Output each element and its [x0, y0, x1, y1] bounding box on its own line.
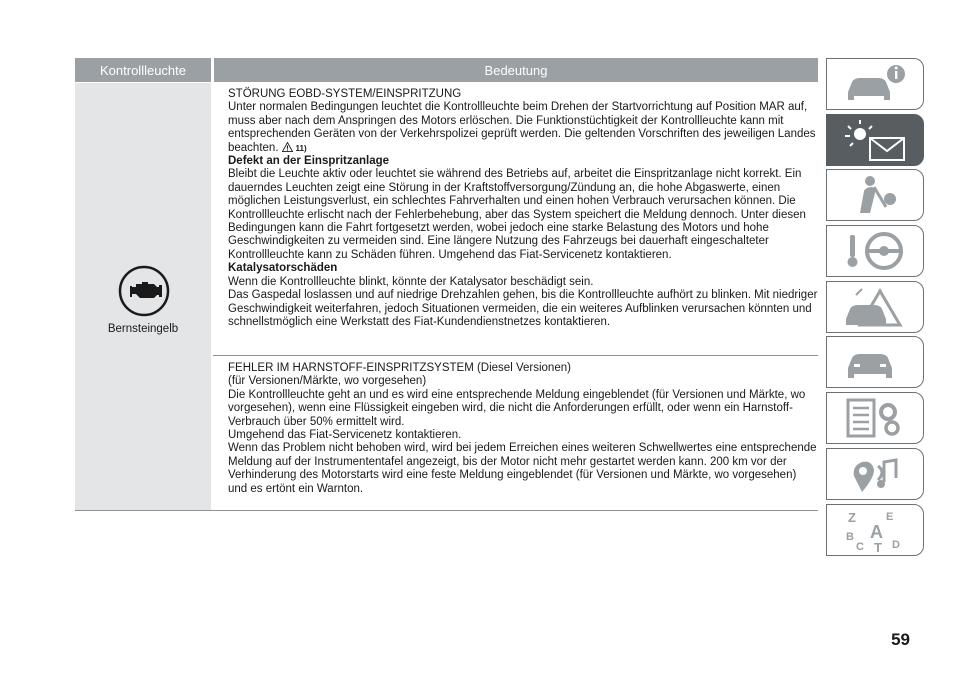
multimedia-icon [840, 452, 910, 496]
row-divider [213, 355, 818, 356]
warning-lights-message-icon [840, 118, 910, 162]
key-steering-wheel-icon [840, 229, 910, 273]
svg-text:T: T [874, 539, 882, 552]
car-accident-icon [840, 285, 910, 329]
page-number: 59 [891, 630, 910, 649]
chapter-sidebar [826, 58, 926, 559]
tab-maintenance[interactable] [826, 336, 924, 388]
block-text: Umgehend das Fiat-Servicenetz kontaktieren. [228, 429, 462, 442]
tab-emergency[interactable] [826, 281, 924, 333]
block-text: Die Kontrollleuchte geht an und es wird eine entsprechende Meldung eingeblendet (für Versionen und Märkte, wo vorgesehen), wenn eine Flüssigkeit eingeben wird, die nicht die Anforderungen erfüllt, oder wenn ein Harnstoff-Verbrauch über 50% ermittelt wird. [228, 388, 806, 428]
block-title: FEHLER IM HARNSTOFF-EINSPRITZSYSTEM (Diesel Versionen) [228, 362, 571, 374]
svg-text:B: B [846, 530, 854, 543]
block-text: Bleibt die Leuchte aktiv oder leuchtet sie während des Betriebs auf, arbeitet die Einspritzanlage nicht korrekt. Ein dauerndes Leuchten zeigt eine Störung in der Kraftstoffversorgung/Zündung an, die hohe Abgaswerte, einen möglichen Leistungsverlust, ein schlechtes Fahrverhalten und einen hohen Verbrauch verursachen können. Die Kontrollleuchte erlischt nach der Fehlerbehebung, aber das System speichert die Meldung dennoch. Unter diesen Bedingungen kann die Fahrt fortgesetzt werden, wobei jedoch eine starke Belastung des Motors und hohe Geschwindigkeiten zu vermeiden sind. Eine längere Nutzung des Fahrzeugs bei dauerhaft eingeschalteter Kontrollleuchte kann zu Schäden führen. Umgehend das Fiat-Servicenetz kontaktieren. [228, 168, 806, 261]
tab-safety[interactable] [826, 169, 924, 221]
svg-text:Z: Z [848, 509, 856, 525]
table-header [75, 58, 818, 82]
lamp-cell [75, 83, 211, 511]
table-bottom-line [75, 510, 818, 511]
tab-index[interactable] [826, 504, 924, 556]
block-text: Unter normalen Bedingungen leuchtet die Kontrollleuchte beim Drehen der Startvorrichtung auf Position MAR auf, muss aber nach dem Anspringen des Motors erlöschen. Die Funktionstüchtigkeit der Kontrollleuchte kann mit entsprechenden Geräten von der Verkehrspolizei geprüft werden. Die geltenden Vorschriften des jeweiligen Landes beachten. 11) [228, 101, 816, 154]
lamp-color-label: Bernsteingelb [107, 323, 179, 335]
svg-text:E: E [886, 510, 894, 523]
tab-multimedia[interactable] [826, 448, 924, 500]
technical-data-icon [840, 396, 910, 440]
tab-car-info[interactable] [826, 58, 924, 110]
engine-check-icon [118, 265, 170, 317]
subheading-einspritzanlage: Defekt an der Einspritzanlage [228, 155, 390, 168]
svg-text:A: A [870, 521, 883, 542]
car-maintenance-icon [840, 340, 910, 384]
block-text: Wenn die Kontrollleuchte blinkt, könnte der Katalysator beschädigt sein. [228, 275, 594, 288]
header-kontrollleuchte: Kontrollleuchte [75, 58, 211, 82]
tab-warning-lights[interactable] [826, 114, 924, 166]
subheading-katalysator: Katalysatorschäden [228, 262, 338, 275]
svg-text:C: C [856, 540, 864, 552]
seat-safety-icon [840, 173, 910, 217]
header-bedeutung: Bedeutung [214, 58, 818, 82]
block-title: STÖRUNG EOBD-SYSTEM/EINSPRITZUNG [228, 88, 462, 100]
warning-triangle-icon [282, 142, 293, 152]
svg-text:D: D [892, 538, 900, 551]
description-block-eobd [228, 88, 818, 329]
description-block-harnstoff [228, 362, 818, 496]
reference-note: 11) [295, 143, 307, 153]
tab-starting-driving[interactable] [826, 225, 924, 277]
block-text: Das Gaspedal loslassen und auf niedrige Drehzahlen gehen, bis die Kontrollleuchte aufhört zu blinken. Mit niedriger Geschwindigkeit weiterfahren, jedoch Situationen vermeiden, die ein weiteres Aufblinken verursachen könnten und schnellstmöglich eine Werkstatt des Fiat-Kundendienstnetzes kontaktieren. [228, 289, 818, 328]
block-text: Wenn das Problem nicht behoben wird, wird bei jedem Erreichen eines weiteren Schwellwertes eine entsprechende Meldung auf der Instrumententafel angezeigt, bis der Motor nicht mehr gestartet werden kann. 200 km vor der Verhinderung des Motorstarts wird eine feste Meldung eingeblendet (für Versionen und Märkte, wo vorgesehen) und es ertönt ein Warnton. [228, 442, 817, 495]
tab-technical-data[interactable] [826, 392, 924, 444]
block-note: (für Versionen/Märkte, wo vorgesehen) [228, 375, 427, 388]
car-info-icon [840, 62, 910, 106]
alphabetical-index-icon [840, 508, 910, 552]
